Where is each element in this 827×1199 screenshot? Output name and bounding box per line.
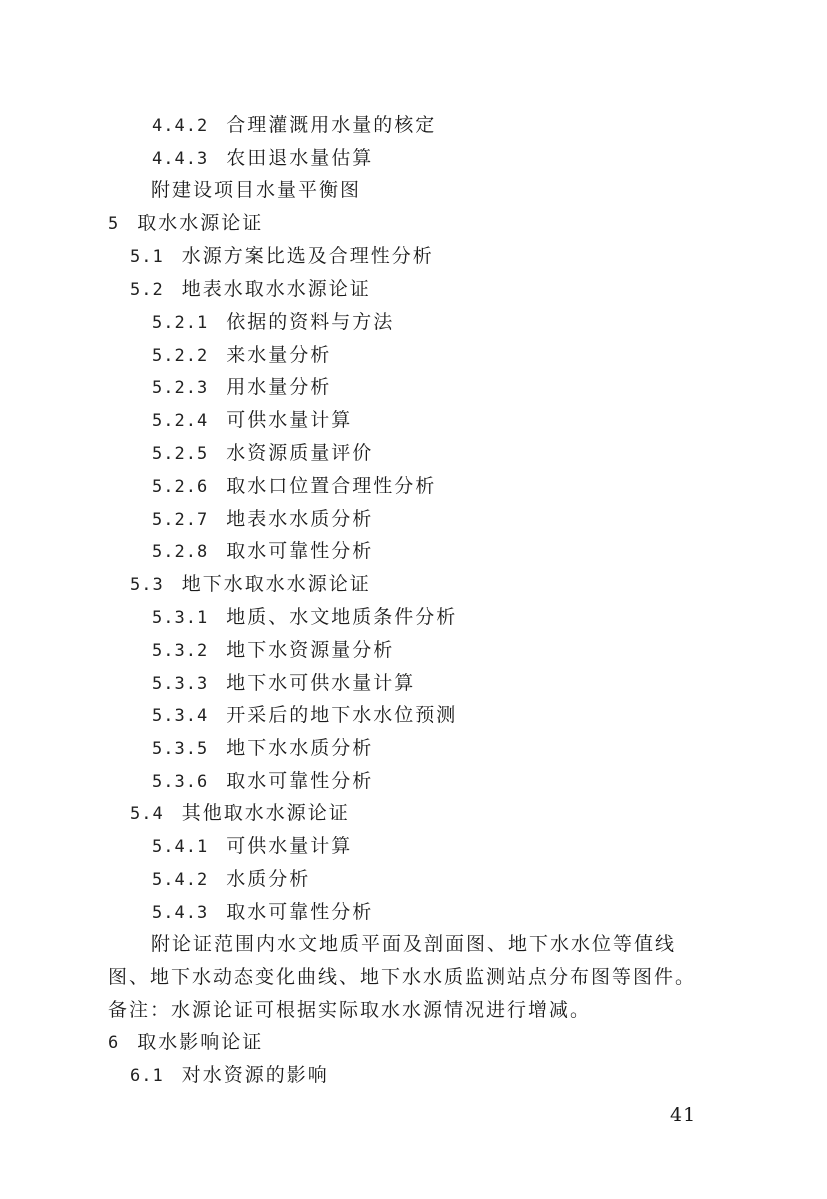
- toc-title: 取水口位置合理性分析: [226, 475, 437, 497]
- toc-title: 地下水可供水量计算: [226, 672, 416, 694]
- toc-number: 5.3.5: [152, 739, 209, 759]
- toc-entry: [151, 178, 361, 202]
- toc-title: 取水水源论证: [137, 212, 264, 234]
- toc-entry: [152, 736, 373, 761]
- toc-title: 地质、水文地质条件分析: [226, 606, 458, 628]
- toc-entry: [152, 638, 394, 663]
- toc-entry: [152, 474, 436, 499]
- toc-title: 依据的资料与方法: [226, 311, 395, 333]
- page-number: 41: [670, 1104, 697, 1126]
- toc-entry: [152, 146, 373, 171]
- toc-title: 水资源质量评价: [226, 442, 374, 464]
- toc-number: 5: [108, 214, 120, 234]
- toc-title: 对水资源的影响: [181, 1064, 329, 1086]
- toc-title: 附建设项目水量平衡图: [151, 179, 362, 201]
- toc-title: 可供水量计算: [226, 835, 353, 857]
- toc-title: 用水量分析: [226, 376, 332, 398]
- toc-number: 5.2.4: [152, 411, 209, 431]
- toc-title: 地表水取水水源论证: [181, 278, 371, 300]
- toc-number: 5.2.6: [152, 477, 209, 497]
- toc-title: 农田退水量估算: [226, 147, 374, 169]
- toc-number: 5.4.3: [152, 903, 209, 923]
- toc-entry: [152, 113, 436, 138]
- toc-title: 地表水水质分析: [226, 508, 374, 530]
- toc-entry: [152, 605, 457, 630]
- toc-number: 6.1: [130, 1066, 164, 1086]
- toc-entry: [130, 1063, 329, 1088]
- toc-number: 5.2.3: [152, 378, 209, 398]
- toc-number: 5.2.7: [152, 510, 209, 530]
- toc-entry: [152, 834, 352, 859]
- toc-entry: [152, 408, 352, 433]
- toc-entry: [130, 572, 371, 597]
- toc-entry: [152, 539, 373, 564]
- toc-title: 取水可靠性分析: [226, 901, 374, 923]
- toc-title: 来水量分析: [226, 344, 332, 366]
- toc-title: 可供水量计算: [226, 409, 353, 431]
- toc-entry: [152, 310, 394, 335]
- toc-entry: [130, 244, 434, 269]
- toc-number: 5.3.4: [152, 706, 209, 726]
- toc-title: 水质分析: [226, 868, 311, 890]
- toc-number: 5.4: [130, 804, 164, 824]
- toc-number: 5.3.1: [152, 608, 209, 628]
- toc-number: 6: [108, 1033, 120, 1053]
- toc-entry: [152, 441, 373, 466]
- attachment-note-line-1: 附论证范围内水文地质平面及剖面图、地下水水位等值线: [151, 933, 677, 955]
- toc-title: 地下水资源量分析: [226, 639, 395, 661]
- toc-title: 地下水取水水源论证: [181, 573, 371, 595]
- toc-title: 合理灌溉用水量的核定: [226, 114, 437, 136]
- toc-number: 5.2: [130, 280, 164, 300]
- toc-number: 4.4.3: [152, 149, 209, 169]
- toc-entry: [108, 211, 263, 236]
- toc-title: 取水可靠性分析: [226, 770, 374, 792]
- toc-entry: [152, 343, 331, 368]
- toc-entry: [108, 1030, 263, 1055]
- toc-title: 水源方案比选及合理性分析: [181, 245, 434, 267]
- toc-number: 4.4.2: [152, 116, 209, 136]
- toc-entry: [152, 507, 373, 532]
- toc-number: 5.1: [130, 247, 164, 267]
- toc-entry: [152, 900, 373, 925]
- toc-number: 5.2.2: [152, 346, 209, 366]
- toc-number: 5.2.1: [152, 313, 209, 333]
- toc-number: 5.3.3: [152, 674, 209, 694]
- toc-entry: [130, 277, 371, 302]
- toc-title: 开采后的地下水水位预测: [226, 704, 458, 726]
- attachment-note-line-2: 图、地下水动态变化曲线、地下水水质监测站点分布图等图件。: [108, 966, 697, 988]
- toc-entry: [130, 801, 350, 826]
- toc-number: 5.4.1: [152, 837, 209, 857]
- toc-title: 取水可靠性分析: [226, 540, 374, 562]
- toc-number: 5.2.8: [152, 542, 209, 562]
- toc-number: 5.3.2: [152, 641, 209, 661]
- toc-entry: [152, 867, 310, 892]
- toc-title: 地下水水质分析: [226, 737, 374, 759]
- toc-entry: [152, 375, 331, 400]
- toc-number: 5.4.2: [152, 870, 209, 890]
- remark-note: 备注：水源论证可根据实际取水水源情况进行增减。: [108, 999, 592, 1021]
- toc-number: 5.2.5: [152, 444, 209, 464]
- toc-number: 5.3.6: [152, 772, 209, 792]
- toc-number: 5.3: [130, 575, 164, 595]
- toc-title: 其他取水水源论证: [181, 802, 350, 824]
- toc-entry: [152, 769, 373, 794]
- toc-entry: [152, 671, 415, 696]
- toc-entry: [152, 703, 457, 728]
- toc-title: 取水影响论证: [137, 1031, 264, 1053]
